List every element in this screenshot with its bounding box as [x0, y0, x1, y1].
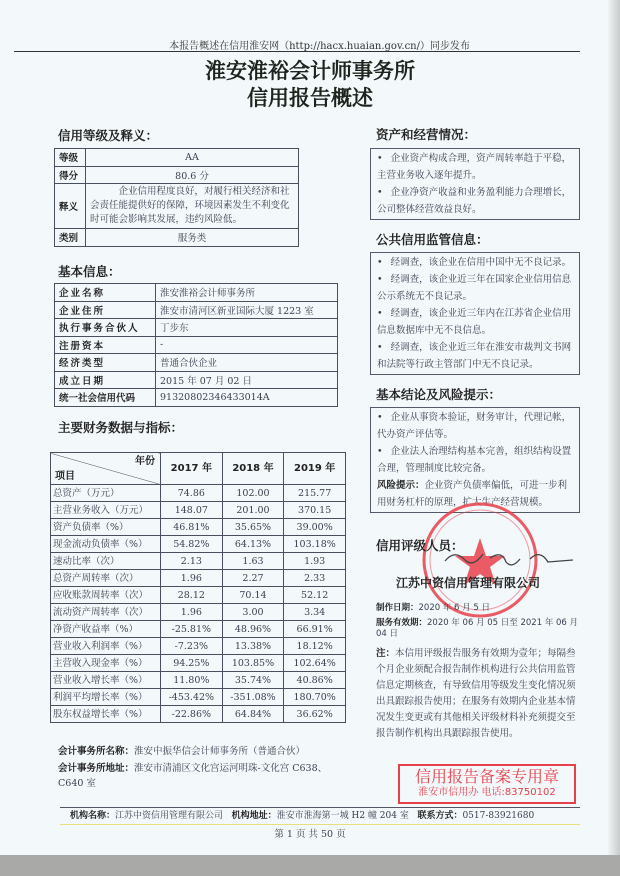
value-cell: 64.13% — [222, 536, 284, 553]
item-name: 资产负债率 — [53, 521, 101, 533]
assets-box — [370, 148, 580, 220]
value-cell: 13.38% — [222, 638, 284, 655]
cell-label: 经济类型 — [55, 354, 156, 372]
value-cell: -25.81% — [161, 621, 223, 638]
value-cell: 180.70% — [284, 689, 346, 706]
item-unit: （万元） — [81, 487, 120, 499]
firm-addr-label: 会计事务所地址： — [58, 763, 135, 774]
item-name: 营业收入增长率 — [53, 674, 120, 686]
value-cell: 35.65% — [222, 519, 284, 536]
bullet-icon: • — [377, 412, 383, 423]
value-cell: -7.23% — [161, 638, 223, 655]
credit-row — [55, 229, 299, 247]
value-cell: 64.84% — [222, 706, 284, 723]
value-cell: -22.86% — [161, 706, 223, 723]
item-cell — [51, 570, 161, 587]
financial-row — [51, 485, 346, 502]
value-cell: 11.80% — [161, 672, 223, 689]
item-unit: （万元） — [110, 504, 149, 516]
stamp-line2: 淮安市信用办 电话:83750102 — [418, 787, 556, 798]
value-cell: 102.64% — [284, 655, 346, 672]
item-unit: （%） — [110, 623, 139, 635]
item-cell — [51, 519, 161, 536]
credit-heading: 信用等级及释义： — [58, 128, 159, 143]
make-date: 2020 年 6 月 5 日 — [418, 603, 490, 613]
cell-label: 统一社会信用代码 — [55, 389, 156, 407]
bullet-text: 经调查，该企业近三年在淮安市裁判文书网和法院等行政主管部门中无不良记录。 — [377, 342, 572, 370]
value-cell: 35.74% — [222, 672, 284, 689]
basic-row — [55, 284, 338, 302]
item-unit: （次） — [119, 589, 149, 601]
page-number: 第 1 页 共 50 页 — [274, 829, 346, 840]
financial-row — [51, 502, 346, 519]
footer-addr: 淮安市淮海第一城 H2 幢 204 室 — [276, 811, 409, 821]
value-cell: 102.00 — [222, 485, 284, 502]
basic-row — [55, 354, 338, 372]
item-cell — [51, 638, 161, 655]
basic-row — [55, 371, 338, 389]
item-cell — [51, 621, 161, 638]
signature-stroke — [445, 554, 573, 565]
item-unit: （次） — [110, 572, 139, 584]
financial-row — [51, 519, 346, 536]
bullet-icon: • — [377, 342, 383, 353]
financial-row — [51, 587, 346, 604]
scan-edge — [608, 0, 620, 855]
credit-row — [55, 166, 299, 184]
item-name: 主营收入现金率 — [53, 657, 120, 669]
footer-rule-2 — [60, 824, 580, 825]
basic-row — [55, 319, 338, 337]
item-cell — [51, 502, 161, 519]
value-cell: 40.86% — [284, 672, 346, 689]
cell-label: 企业住所 — [55, 301, 156, 319]
bullet-text: 企业净资产收益和业务盈利能力合理增长，公司整体经营效益良好。 — [377, 187, 572, 215]
year-header: 2019 年 — [284, 453, 346, 485]
year-header: 2018 年 — [222, 453, 284, 485]
partner: 丁步东 — [156, 319, 338, 337]
financial-row — [51, 655, 346, 672]
credit-grade: AA — [86, 149, 299, 167]
firm-addr: 淮安市清浦区文化宫运河明珠-文化宫 C638、C640 室 — [58, 763, 328, 789]
footer-rule — [60, 807, 580, 808]
credit-table — [54, 148, 299, 247]
item-unit: （%） — [100, 521, 129, 533]
credit-code: 91320802346433014A — [156, 389, 338, 407]
cell-label: 等级 — [55, 149, 86, 167]
item-cell — [51, 689, 161, 706]
credit-row — [55, 149, 299, 167]
item-unit: （次） — [91, 555, 120, 567]
bullet-item — [377, 184, 573, 218]
basic-row — [55, 301, 338, 319]
financial-row — [51, 621, 346, 638]
item-name: 现金流动负债率 — [53, 538, 120, 550]
value-cell: 18.12% — [284, 638, 346, 655]
bullet-text: 经调查，该企业在信用中国中无不良记录。 — [390, 257, 572, 268]
bullet-icon: • — [377, 446, 383, 457]
item-name: 速动比率 — [53, 555, 92, 567]
financial-row — [51, 553, 346, 570]
corner-item-label: 项目 — [55, 471, 75, 482]
value-cell: 215.77 — [284, 485, 346, 502]
make-date-label: 制作日期： — [376, 603, 419, 613]
item-unit: （%） — [119, 674, 148, 686]
bullet-item — [377, 443, 573, 477]
financial-heading: 主要财务数据与指标： — [58, 420, 184, 435]
bullet-item — [377, 339, 573, 373]
value-cell: 54.82% — [161, 536, 223, 553]
financial-row — [51, 672, 346, 689]
value-cell: 1.96 — [161, 604, 223, 621]
bullet-text: 企业从事资本验证，财务审计，代理记帐，代办资产评估等。 — [377, 412, 572, 440]
firm-addr-line — [58, 761, 343, 791]
footer-org: 江苏中资信用管理有限公司 — [115, 811, 224, 821]
supervision-heading: 公共信用监管信息： — [376, 232, 489, 247]
capital: - — [156, 336, 338, 354]
title-line1: 淮安淮裕会计师事务所 — [205, 59, 415, 83]
value-cell: 201.00 — [222, 502, 284, 519]
year-header: 2017 年 — [161, 453, 223, 485]
financial-header-row — [51, 453, 346, 485]
footer-contact: 0517-83921680 — [462, 811, 535, 821]
scan-bottom-band — [0, 855, 620, 876]
item-cell — [51, 587, 161, 604]
credit-category: 服务类 — [86, 229, 299, 247]
item-name: 应收账款周转率 — [53, 589, 120, 601]
value-cell: 46.81% — [161, 519, 223, 536]
item-name: 股东权益增长率 — [53, 708, 120, 720]
item-name: 净资产收益率 — [53, 623, 111, 635]
bullet-text: 经调查，该企业近三年在国家企业信用信息公示系统无不良记录。 — [377, 274, 572, 302]
value-cell: 370.15 — [284, 502, 346, 519]
item-cell — [51, 536, 161, 553]
cell-label: 执行事务合伙人 — [55, 319, 156, 337]
value-cell: -453.42% — [161, 689, 223, 706]
value-cell: 3.34 — [284, 604, 346, 621]
item-cell — [51, 706, 161, 723]
footer-contact-label: 联系方式： — [417, 811, 463, 821]
bullet-text: 经调查，该企业近三年内在江苏省企业信用信息数据库中无不良信息。 — [377, 308, 572, 336]
risk-text: 企业资产负债率偏低，可进一步利用财务杠杆的原理，扩大生产经营规模。 — [377, 480, 568, 508]
bullet-icon: • — [377, 308, 383, 319]
item-name: 总资产周转率 — [53, 572, 111, 584]
make-date-line — [376, 603, 591, 614]
risk-label: 风险提示： — [377, 480, 425, 491]
financial-row — [51, 604, 346, 621]
rating-staff-label: 信用评级人员： — [376, 538, 464, 553]
rating-company: 江苏中资信用管理有限公司 — [396, 576, 541, 590]
value-cell: 52.12 — [284, 587, 346, 604]
bullet-item — [377, 305, 573, 339]
credit-row — [55, 184, 299, 229]
value-cell: 70.14 — [222, 587, 284, 604]
item-name: 总资产 — [53, 487, 82, 499]
value-cell: -351.08% — [222, 689, 284, 706]
financial-row — [51, 706, 346, 723]
value-cell: 1.93 — [284, 553, 346, 570]
supervision-box — [370, 252, 580, 375]
value-cell: 66.91% — [284, 621, 346, 638]
value-cell: 103.18% — [284, 536, 346, 553]
note-text: 本信用评级报告服务有效期为壹年；每隔叁个月企业须配合报告制作机构进行公共信用监管信息定期核查，有导致信用等级发生变化情况须出具跟踪报告使用；在服务有效期内企业基本情况发生变更或有其他相关评级材料补充须提交至报告制作机构出具跟踪报告使用。 — [376, 648, 576, 739]
value-cell: 148.07 — [161, 502, 223, 519]
bullet-item — [377, 271, 573, 305]
founded-date: 2015 年 07 月 02 日 — [156, 371, 338, 389]
firm-name-label: 会计事务所名称： — [58, 746, 135, 757]
item-unit: （%） — [119, 640, 148, 652]
valid-line — [376, 618, 591, 640]
cell-label: 注册资本 — [55, 336, 156, 354]
value-cell: 1.63 — [222, 553, 284, 570]
value-cell: 2.13 — [161, 553, 223, 570]
filing-stamp — [398, 764, 576, 804]
footer-org-line — [70, 810, 600, 822]
credit-score: 80.6 分 — [86, 166, 299, 184]
basic-table — [54, 283, 338, 407]
financial-row — [51, 638, 346, 655]
cell-label: 成立日期 — [55, 371, 156, 389]
basic-row — [55, 336, 338, 354]
corner-cell — [51, 453, 161, 485]
value-cell: 103.85% — [222, 655, 284, 672]
bullet-icon: • — [377, 257, 383, 268]
item-name: 流动资产周转率 — [53, 606, 120, 618]
cell-label: 释义 — [55, 184, 86, 229]
value-cell: 3.00 — [222, 604, 284, 621]
basic-row — [55, 389, 338, 407]
footer-addr-label: 机构地址： — [231, 811, 277, 821]
item-name: 主营业务收入 — [53, 504, 111, 516]
cell-label: 企业名称 — [55, 284, 156, 302]
cell-label: 得分 — [55, 166, 86, 184]
corner-year-label: 年份 — [135, 456, 155, 467]
item-name: 利润平均增长率 — [53, 691, 120, 703]
item-unit: （%） — [119, 657, 148, 669]
bullet-icon: • — [377, 274, 383, 285]
company-address: 淮安市清河区新亚国际大厦 1223 室 — [156, 301, 338, 319]
value-cell: 2.33 — [284, 570, 346, 587]
cell-label: 类别 — [55, 229, 86, 247]
value-cell: 39.00% — [284, 519, 346, 536]
financial-body — [51, 485, 346, 723]
item-cell — [51, 553, 161, 570]
item-cell — [51, 655, 161, 672]
bullet-item — [377, 254, 573, 271]
item-cell — [51, 672, 161, 689]
firm-name: 淮安中振华信会计师事务所（普通合伙） — [134, 746, 306, 757]
bullet-text: 企业资产构成合理，资产周转率趋于平稳，主营业务收入逐年提升。 — [377, 153, 572, 181]
firm-name-line — [58, 744, 343, 759]
note-label: 注： — [376, 648, 396, 659]
value-cell: 48.96% — [222, 621, 284, 638]
value-cell: 2.27 — [222, 570, 284, 587]
conclusion-heading: 基本结论及风险提示： — [376, 387, 502, 402]
bullet-icon: • — [377, 153, 383, 164]
financial-row — [51, 689, 346, 706]
bullet-text: 企业法人治理结构基本完善，组织结构设置合理，管理制度比较完备。 — [377, 446, 572, 474]
financial-row — [51, 570, 346, 587]
item-cell — [51, 485, 161, 502]
value-cell: 1.96 — [161, 570, 223, 587]
basic-heading: 基本信息： — [58, 264, 121, 279]
item-unit: （%） — [119, 691, 148, 703]
value-cell: 36.62% — [284, 706, 346, 723]
valid-period: 2020 年 06 月 05 日至 2021 年 06 月 04 日 — [376, 618, 579, 639]
header-rule — [14, 51, 580, 52]
value-cell: 94.25% — [161, 655, 223, 672]
assets-heading: 资产和经营情况： — [376, 127, 477, 142]
item-unit: （%） — [119, 708, 148, 720]
credit-definition: 企业信用程度良好，对履行相关经济和社会责任能提供好的保障，环境因素发生不利变化时可能会影响其发展，违约风险低。 — [86, 184, 299, 229]
stamp-line1: 信用报告备案专用章 — [414, 767, 559, 786]
value-cell: 74.86 — [161, 485, 223, 502]
financial-table — [50, 452, 346, 723]
note — [376, 646, 581, 742]
footer-org-label: 机构名称： — [70, 811, 116, 821]
publish-notice: 本报告概述在信用淮安网（http://hacx.huaian.gov.cn/）同步发布 — [169, 41, 470, 52]
valid-label: 服务有效期： — [376, 618, 428, 628]
bullet-item — [377, 409, 573, 443]
item-name: 营业收入利润率 — [53, 640, 120, 652]
value-cell: 28.12 — [161, 587, 223, 604]
financial-row — [51, 536, 346, 553]
bullet-icon: • — [377, 187, 383, 198]
title-line2: 信用报告概述 — [247, 86, 373, 110]
bullet-item — [377, 150, 573, 184]
item-cell — [51, 604, 161, 621]
econ-type: 普通合伙企业 — [156, 354, 338, 372]
item-unit: （次） — [119, 606, 149, 618]
item-unit: （%） — [119, 538, 148, 550]
company-name: 淮安淮裕会计师事务所 — [156, 284, 338, 302]
